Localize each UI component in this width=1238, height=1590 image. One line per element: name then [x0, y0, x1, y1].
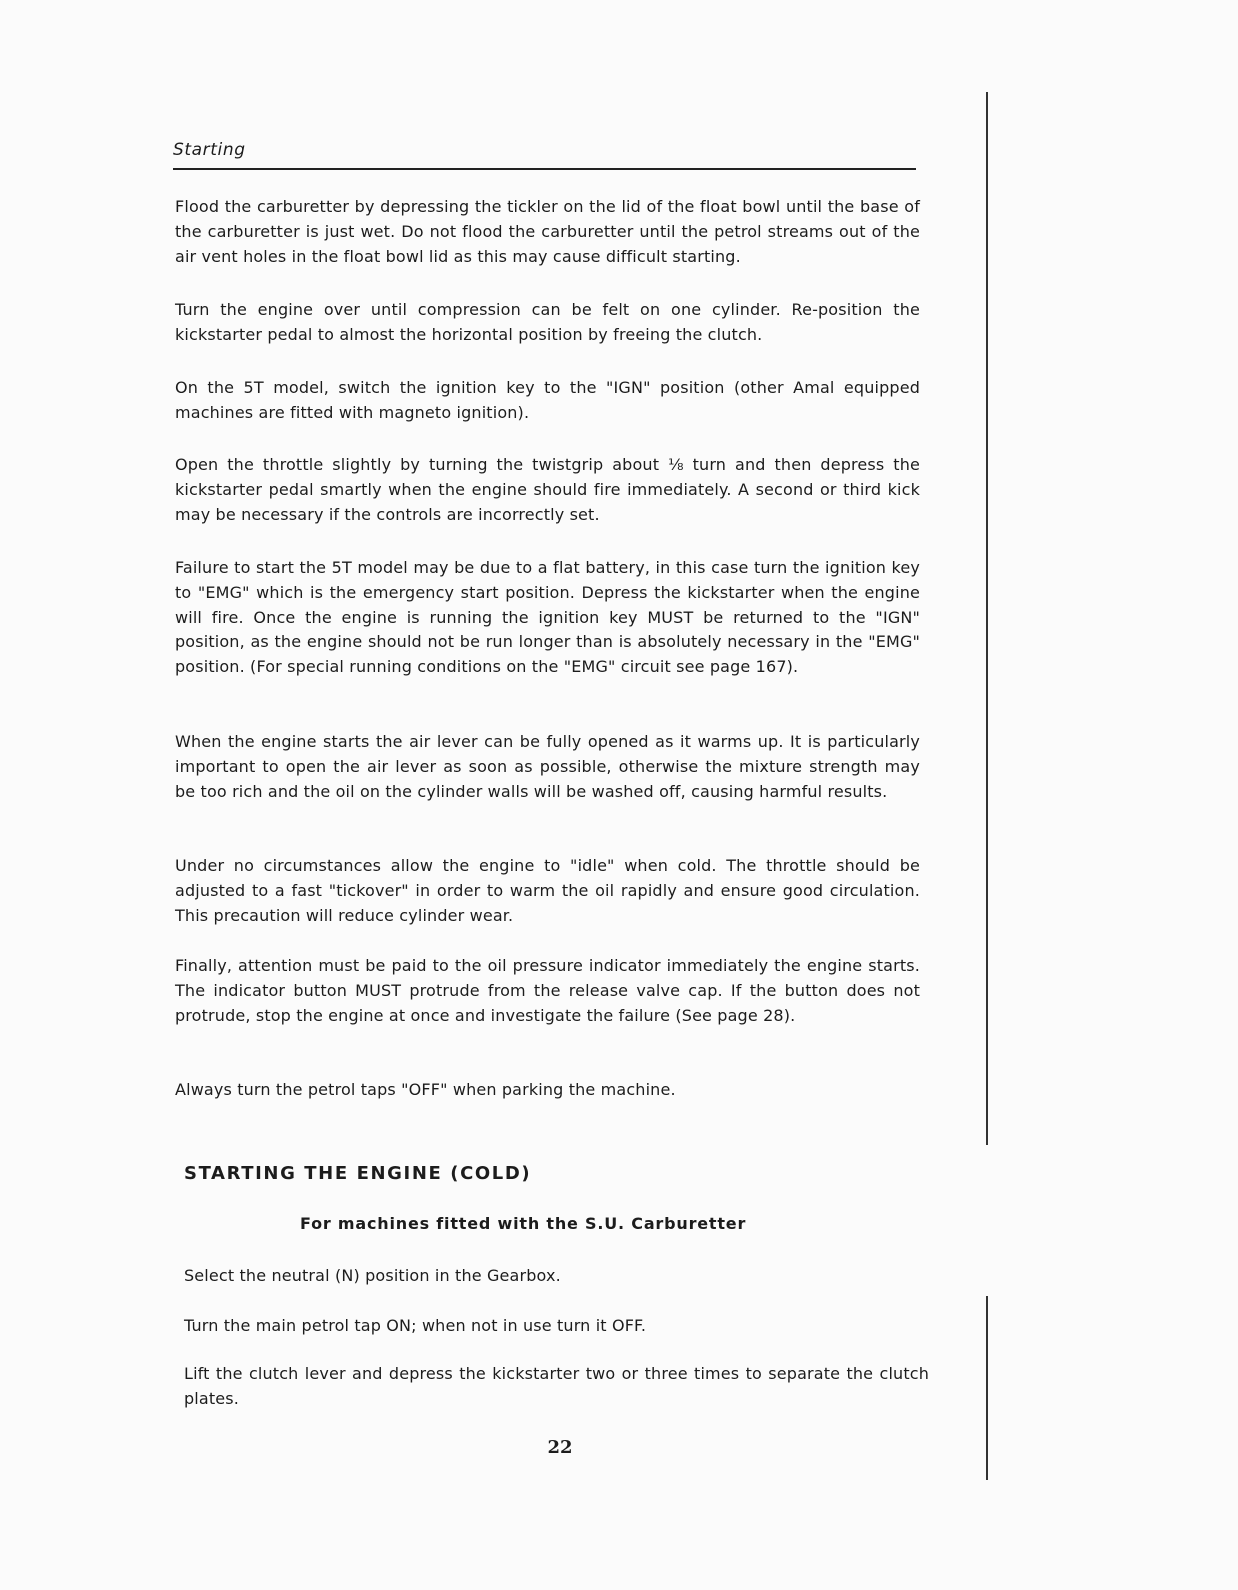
paragraph-air-lever: When the engine starts the air lever can be fully opened as it warms up. It is particularly important to open the air lever as soon as possible, otherwise the mixture strength may be too rich and the oil on the cylinder walls will be washed off, causing harmful results. — [175, 732, 920, 801]
paragraph-flood-carburetter: Flood the carburetter by depressing the tickler on the lid of the float bowl until the base of the carburetter is just wet. Do not flood the carburetter until the petrol streams out of the air vent holes in the float bowl lid as this may cause difficult starting. — [175, 197, 920, 266]
running-header — [173, 138, 916, 170]
header-title: Starting — [173, 140, 246, 160]
paragraph-oil-pressure: Finally, attention must be paid to the oil pressure indicator immediately the engine starts. The indicator button MUST protrude from the release valve cap. If the button does not protrude, stop the engine at once and investigate the failure (See page 28). — [175, 956, 920, 1025]
section-subheading: For machines fitted with the S.U. Carburetter — [300, 1214, 747, 1233]
step-clutch: Lift the clutch lever and depress the kickstarter two or three times to separate the clutch plates. — [184, 1364, 929, 1408]
paragraph-throttle: Open the throttle slightly by turning the twistgrip about ⅛ turn and then depress the kickstarter pedal smartly when the engine should fire immediately. A second or third kick may be necessary if the controls are incorrectly set. — [175, 455, 920, 524]
paragraph-flat-battery: Failure to start the 5T model may be due to a flat battery, in this case turn the ignition key to "EMG" which is the emergency start position. Depress the kickstarter when the engine will fire. Once the engine is running the ignition key MUST be returned to the "IGN" position, as the engine should not be run longer than is absolutely necessary in the "EMG" position. (For special running conditions on the "EMG" circuit see page 167). — [175, 558, 920, 677]
margin-rule-top — [986, 92, 988, 1145]
paragraph-petrol-taps: Always turn the petrol taps "OFF" when parking the machine. — [175, 1080, 676, 1099]
paragraph-compression: Turn the engine over until compression can be felt on one cylinder. Re-position the kickstarter pedal to almost the horizontal position by freeing the clutch. — [175, 300, 920, 344]
step-neutral: Select the neutral (N) position in the Gearbox. — [184, 1266, 561, 1285]
step-petrol-tap: Turn the main petrol tap ON; when not in use turn it OFF. — [184, 1316, 647, 1335]
page-number: 22 — [547, 1437, 573, 1458]
paragraph-idle-warning: Under no circumstances allow the engine to "idle" when cold. The throttle should be adjusted to a fast "tickover" in order to warm the oil rapidly and ensure good circulation. This precaution will reduce cylinder wear. — [175, 856, 920, 925]
paragraph-ignition-key: On the 5T model, switch the ignition key to the "IGN" position (other Amal equipped machines are fitted with magneto ignition). — [175, 378, 920, 422]
margin-rule-bottom — [986, 1296, 988, 1480]
section-heading: STARTING THE ENGINE (COLD) — [184, 1163, 532, 1184]
